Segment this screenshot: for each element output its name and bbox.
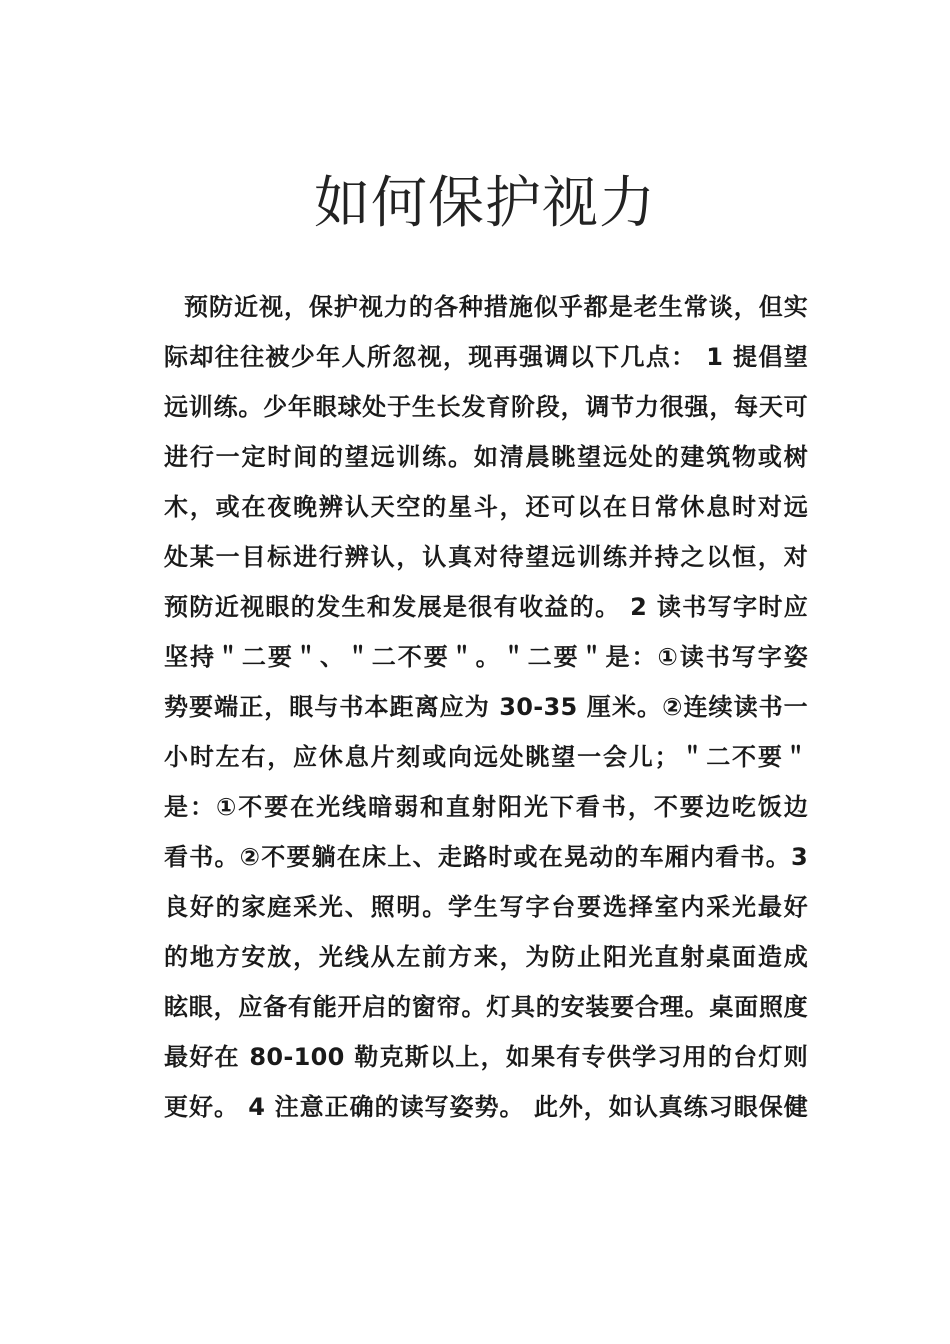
body-line: 看书。②不要躺在床上、走路时或在晃动的车厢内看书。3	[164, 843, 808, 871]
body-line: 更好。 4 注意正确的读写姿势。 此外，如认真练习眼保健	[164, 1093, 808, 1121]
body-line: 的地方安放，光线从左前方来，为防止阳光直射桌面造成	[164, 943, 808, 971]
document-title: 如何保护视力	[314, 171, 656, 236]
body-line: 木，或在夜晚辨认天空的星斗，还可以在日常休息时对远	[164, 493, 808, 521]
body-line: 处某一目标进行辨认，认真对待望远训练并持之以恒，对	[164, 543, 808, 571]
body-line: 进行一定时间的望远训练。如清晨眺望远处的建筑物或树	[164, 443, 808, 471]
body-line: 远训练。少年眼球处于生长发育阶段，调节力很强，每天可	[164, 393, 808, 421]
body-line: 眩眼，应备有能开启的窗帘。灯具的安装要合理。桌面照度	[164, 993, 808, 1021]
body-line: 势要端正，眼与书本距离应为 30-35 厘米。②连续读书一	[164, 693, 808, 721]
body-line: 预防近视，保护视力的各种措施似乎都是老生常谈，但实	[184, 293, 808, 321]
body-line: 预防近视眼的发生和发展是很有收益的。 2 读书写字时应	[164, 593, 808, 621]
document-body	[164, 282, 808, 1132]
body-line: 是：①不要在光线暗弱和直射阳光下看书，不要边吃饭边	[164, 793, 808, 821]
body-line: 最好在 80-100 勒克斯以上，如果有专供学习用的台灯则	[164, 1043, 808, 1071]
body-line: 小时左右，应休息片刻或向远处眺望一会儿；＂二不要＂	[164, 743, 808, 771]
body-line: 坚持＂二要＂、＂二不要＂。＂二要＂是：①读书写字姿	[164, 643, 808, 671]
body-line: 良好的家庭采光、照明。学生写字台要选择室内采光最好	[164, 893, 808, 921]
body-line: 际却往往被少年人所忽视，现再强调以下几点： 1 提倡望	[164, 343, 808, 371]
